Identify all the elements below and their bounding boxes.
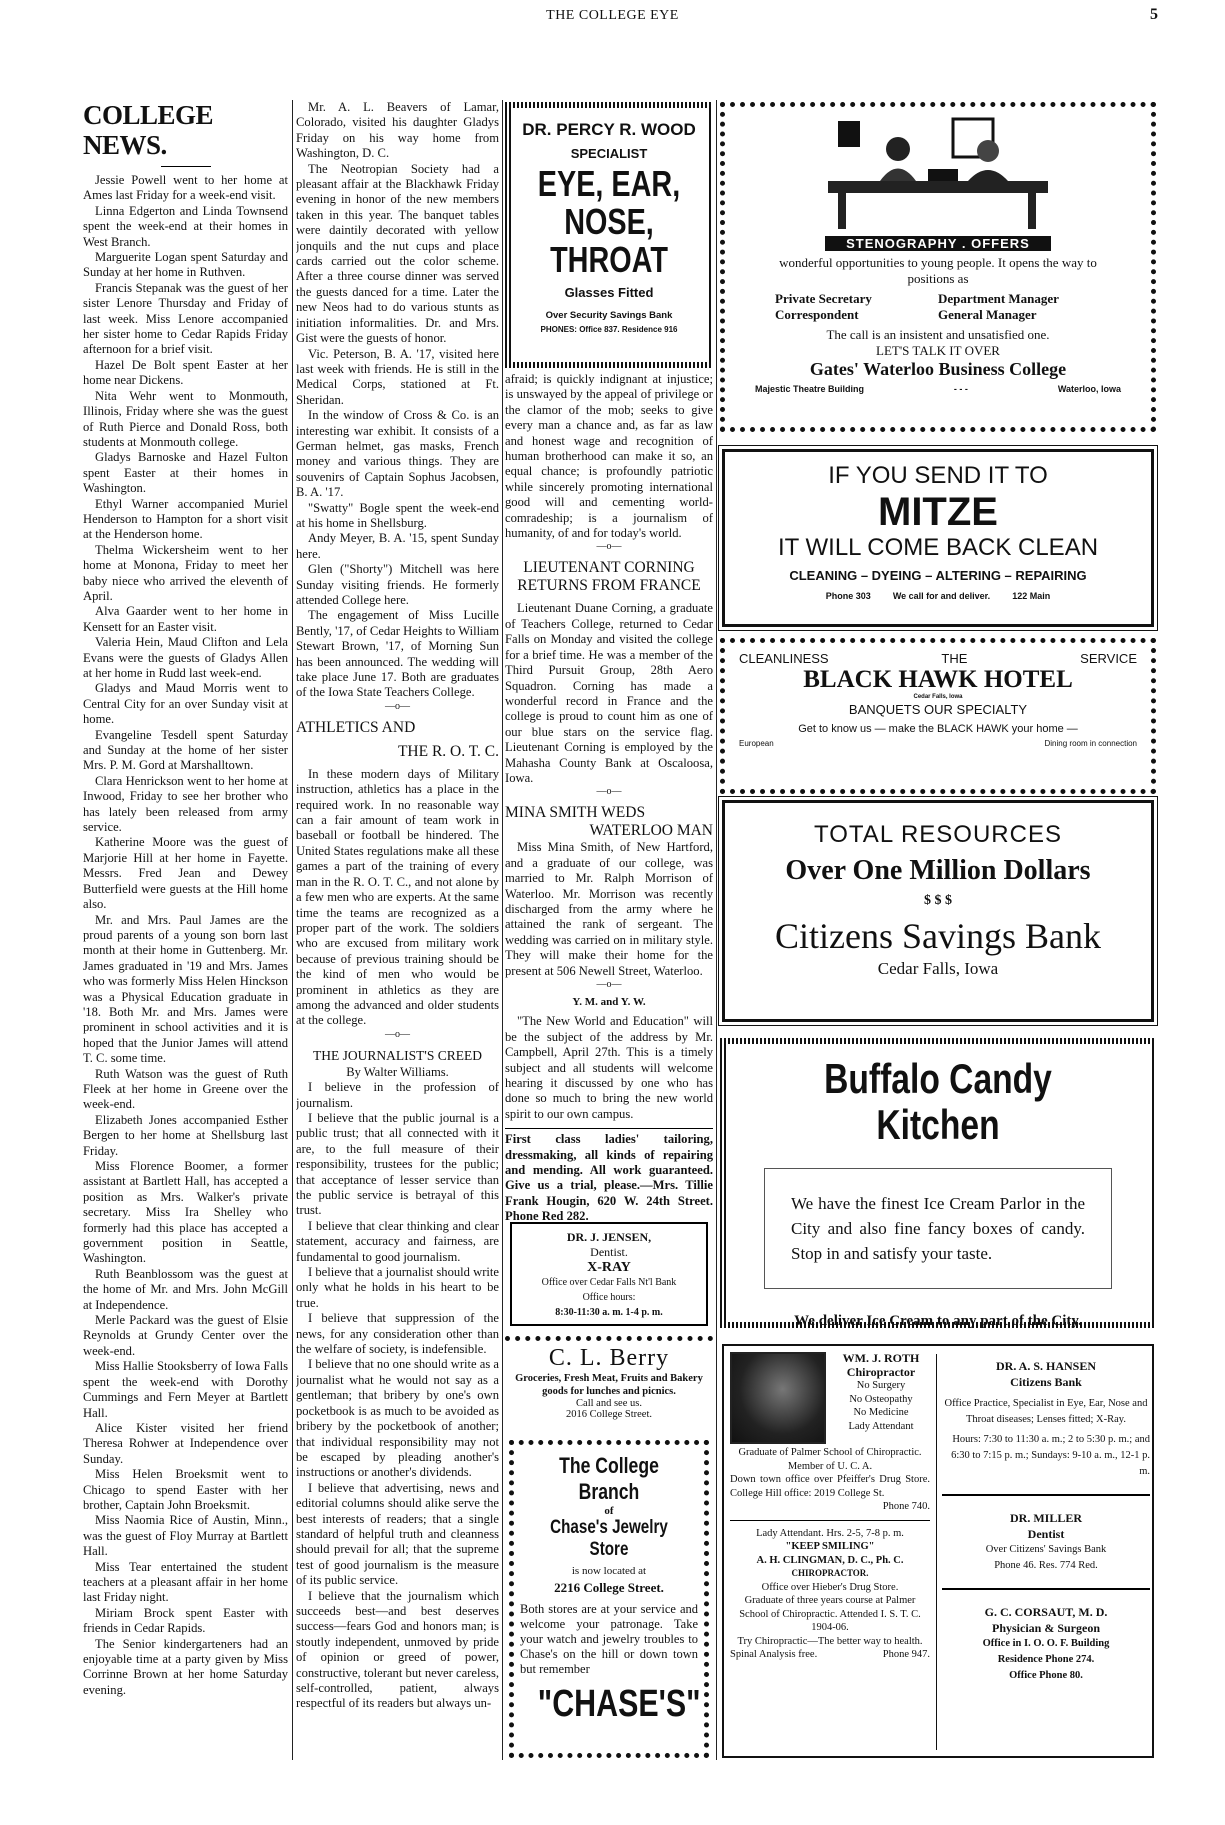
ad-line2: Call and see us. bbox=[576, 1398, 642, 1409]
ad-city: Cedar Falls, Iowa bbox=[877, 959, 999, 978]
ad-title: Physician & Surgeon bbox=[991, 1621, 1100, 1635]
news-item: Marguerite Logan spent Saturday and Sunday at her home in Ruthven. bbox=[83, 250, 288, 280]
news-item: Gladys and Maud Morris went to Central City for an over Sunday visit at home. bbox=[83, 681, 288, 727]
ad-phone: Phone 46. Res. 774 Red. bbox=[994, 1560, 1098, 1571]
professional-cards bbox=[722, 1344, 1154, 1758]
separator: —o— bbox=[596, 979, 622, 990]
ad-line1: Groceries, Fresh Meat, Fruits and Bakery goods for lunches and picnics. bbox=[515, 1373, 703, 1397]
ad-member: Member of U. C. A. bbox=[787, 1460, 873, 1472]
ad-deliver: We call for and deliver. bbox=[892, 591, 991, 601]
news-item: Merle Packard was the guest of Elsie Reynolds at Grundy Center over the week-end. bbox=[83, 1313, 288, 1358]
news-item: Glen ("Shorty") Mitchell was here Sunday visiting friends. He formerly attended College here. bbox=[296, 562, 499, 607]
ad-name: DR. A. S. HANSEN bbox=[995, 1359, 1097, 1373]
corning-heading: LIEUTENANT CORNING RETURNS FROM FRANCE bbox=[517, 559, 701, 595]
ad-talk: LET'S TALK IT OVER bbox=[876, 343, 1000, 358]
ad-footer bbox=[730, 1648, 930, 1662]
ad-total: TOTAL RESOURCES bbox=[814, 821, 1062, 848]
running-head: THE COLLEGE EYE bbox=[546, 8, 679, 23]
ad-line: No Medicine bbox=[853, 1407, 909, 1418]
ad-know: Get to know us — make the BLACK HAWK your home — bbox=[798, 723, 1078, 735]
column-2 bbox=[296, 100, 499, 1760]
ymyw-body: "The New World and Education" will be the subject of the address by Mr. Campbell, April 27th. This is a timely subject and all students will welcome hearing it discussed by one who has done so much to bring the new world spirit to our own campus. bbox=[505, 1014, 713, 1121]
creed-paragraph: I believe that a journalist should write only what he holds in his heart to be true. bbox=[296, 1265, 499, 1310]
ad-hours-label: Office hours: bbox=[582, 1292, 636, 1303]
ad-services: CLEANING – DYEING – ALTERING – REPAIRING bbox=[789, 568, 1087, 583]
separator: —o— bbox=[385, 1028, 410, 1040]
ad-spinal: Spinal Analysis free. bbox=[730, 1649, 818, 1660]
corning-body: Lieutenant Duane Corning, a graduate of Teachers College, returned to Cedar Falls on Monday and visited the college for a brief time. He was a member of the Third Pursuit Group, 28th Aero Squadron. Corning has made a wonderful record in France and the college is proud to count him as one of our blue stars on the service flag. Lieutenant Corning is employed by the Mahasha County Bank at Oscaloosa, Iowa. bbox=[505, 601, 713, 785]
ad-office: Over Citizens' Savings Bank bbox=[985, 1544, 1107, 1555]
creed-heading: THE JOURNALIST'S CREED bbox=[313, 1047, 482, 1063]
news-item: Clara Henrickson went to her home at Inwood, Friday to see her brother who has lately been released from army service. bbox=[83, 773, 288, 835]
ad-name: G. C. CORSAUT, M. D. bbox=[984, 1605, 1108, 1619]
news-item: Francis Stepanak was the guest of her sister Lenore Thursday and Friday of last week. Miss Lenore accompanied her sister home to Cedar Rapids Friday afternoon for a brief visit. bbox=[83, 280, 288, 357]
citizens-savings-bank-ad bbox=[722, 800, 1154, 1022]
ad-city: Cedar Falls, Iowa bbox=[913, 694, 963, 700]
ad-smile: "KEEP SMILING" bbox=[785, 1541, 875, 1552]
page-number: 5 bbox=[1150, 6, 1158, 23]
ad-city: Waterloo, Iowa bbox=[1057, 384, 1121, 394]
news-item: Miriam Brock spent Easter with friends in Cedar Rapids. bbox=[83, 1605, 288, 1636]
ad-name: A. H. CLINGMAN, D. C., Ph. C. bbox=[756, 1554, 904, 1566]
ad-grad: Graduate of three years course at Palmer School of Chiropractic. Attended I. S. T. C. 1904-06. bbox=[739, 1595, 921, 1633]
ad-name: Buffalo Candy Kitchen bbox=[824, 1055, 1052, 1148]
stenographer-illustration bbox=[818, 111, 1058, 231]
ad-left: CLEANLINESS bbox=[739, 651, 829, 666]
ad-college-name: Gates' Waterloo Business College bbox=[809, 359, 1067, 379]
news-item: Hazel De Bolt spent Easter at her home near Dickens. bbox=[83, 357, 288, 388]
ad-line: Lady Attendant bbox=[848, 1420, 914, 1432]
ad-amount: Over One Million Dollars bbox=[785, 855, 1091, 886]
ad-mid: THE bbox=[941, 651, 968, 666]
news-item: Miss Helen Broeksmit went to Chicago to spend Easter with her brother, Captain John Broeksmit. bbox=[83, 1467, 288, 1512]
mina-heading-2: WATERLOO MAN bbox=[589, 822, 713, 840]
news-item: Alva Gaarder went to her home in Kensett for an Easter visit. bbox=[83, 604, 288, 634]
mitze-ad bbox=[722, 449, 1154, 627]
column-rule bbox=[502, 100, 503, 1760]
ad-banner: STENOGRAPHY . OFFERS bbox=[825, 236, 1051, 251]
buffalo-candy-kitchen-ad bbox=[720, 1038, 1156, 1328]
chase-jewelry-ad bbox=[509, 1440, 709, 1758]
ad-name: DR. J. JENSEN, bbox=[566, 1230, 652, 1244]
news-item: The Neotropian Society had a pleasant affair at the Blackhawk Friday evening in honor of the new members taken in this year. The banquet tables were daintily decorated with yellow jonquils and the nut cups and place cards carried out the color scheme. After a three course dinner was served the guests danced for a time. Later the new Neos had to do various stunts as initiation informalities. Dr. and Mrs. Gist were the guests of honor. bbox=[296, 161, 499, 346]
ad-address: 122 Main bbox=[1012, 591, 1051, 601]
news-item: Ethyl Warner accompanied Muriel Henderson to Hampton for a short visit at the Henderson home. bbox=[83, 496, 288, 542]
divider bbox=[161, 166, 211, 167]
berry-ad bbox=[505, 1336, 713, 1438]
ad-bottom-line bbox=[739, 739, 1137, 748]
ad-of: of bbox=[604, 1505, 614, 1517]
ad-hotel-name: BLACK HAWK HOTEL bbox=[803, 666, 1073, 693]
black-hawk-hotel-ad bbox=[720, 638, 1156, 794]
ad-address bbox=[755, 384, 1121, 394]
ad-xray: X-RAY bbox=[587, 1260, 631, 1275]
creed-byline: By Walter Williams. bbox=[346, 1064, 449, 1079]
mina-heading: MINA SMITH WEDS bbox=[505, 804, 646, 822]
ad-top-line bbox=[739, 651, 1137, 666]
news-item: Ruth Watson was the guest of Ruth Fleek at her home in Greene over the week-end. bbox=[83, 1066, 288, 1112]
ad-european: European bbox=[739, 739, 774, 748]
position-list bbox=[775, 291, 1101, 323]
news-item: Mr. and Mrs. Paul James are the proud parents of a young son born last month at their home in Guttenberg. Mr. James graduated in '19 and Mrs. James who was formerly Miss Helen Hinckson was a Physical Education graduate in '18. Both Mr. and Mrs. James were prominent in school activities and it is hoped that the Junior James will attend T. C. some time. bbox=[83, 912, 288, 1066]
ad-hours: 8:30-11:30 a. m. 1-4 p. m. bbox=[555, 1307, 663, 1318]
ad-hours: Hours: 7:30 to 11:30 a. m.; 2 to 5:30 p. m.; and 6:30 to 7:15 p. m.; Sundays: 9-10 a. m., 12-1 p. m. bbox=[951, 1434, 1150, 1477]
ad-line3: 2016 College Street. bbox=[565, 1409, 653, 1420]
ad-office: Office in I. O. O. F. Building bbox=[982, 1638, 1110, 1649]
ad-dining: Dining room in connection bbox=[1044, 739, 1137, 748]
ad-phone: Phone 947. bbox=[882, 1649, 930, 1660]
separator: —o— bbox=[596, 541, 622, 553]
creed-body bbox=[296, 1080, 499, 1712]
ad-body: Both stores are at your service and welcome your patronage. Take your watch and jewelry troubles to Chase's on the hill or down town but remember bbox=[520, 1602, 698, 1676]
ad-bank-name: Citizens Savings Bank bbox=[775, 916, 1101, 956]
news-item: Valeria Hein, Maud Clifton and Lela Evans were the guests of Gladys Allen at her home in Rudd last week-end. bbox=[83, 635, 288, 680]
news-item: In the window of Cross & Co. is an interesting war exhibit. It consists of a German helmet, gas masks, French money and various things. They are souvenirs of Captain Sophus Jacobsen, B. A. '17. bbox=[296, 408, 499, 500]
ad-chase-name: "CHASE'S" bbox=[537, 1683, 701, 1725]
news-item: The Senior kindergarteners had an enjoyable time at a party given by Miss Corrinne Brown at her home Saturday evening. bbox=[83, 1636, 288, 1697]
athletics-heading-2: THE R. O. T. C. bbox=[397, 742, 499, 760]
ad-phone: Phone 303 bbox=[825, 591, 871, 601]
ad-name: DR. PERCY R. WOOD bbox=[522, 120, 696, 139]
ad-line: No Surgery bbox=[856, 1380, 906, 1391]
ad-office-phone: Office Phone 80. bbox=[1009, 1670, 1083, 1681]
position: Department Manager bbox=[938, 291, 1059, 306]
personal-items bbox=[296, 100, 499, 701]
ad-name: DR. MILLER bbox=[1009, 1511, 1082, 1525]
athletics-heading: ATHLETICS AND bbox=[296, 718, 416, 736]
position: General Manager bbox=[938, 307, 1037, 322]
jensen-ad bbox=[510, 1222, 708, 1326]
position: Private Secretary bbox=[775, 291, 872, 306]
ad-office: Office over Hieber's Drug Store. bbox=[761, 1581, 899, 1593]
creed-paragraph: I believe that the journalism which succeeds best—and best deserves success—fears God and honors man; is stoutly independent, unmoved by pride of opinion or greed of power, constructive, tolerant but never careless, self-controlled, patient, always respectful of its readers but always un- bbox=[296, 1588, 499, 1711]
ad-title: The College Branch bbox=[559, 1453, 659, 1504]
news-item: Elizabeth Jones accompanied Esther Bergen to her home at Shellsburg last Friday. bbox=[83, 1112, 288, 1158]
ad-office: Office over Cedar Falls Nt'l Bank bbox=[541, 1277, 677, 1288]
roth-heading bbox=[832, 1352, 930, 1444]
ad-name: WM. J. ROTH bbox=[842, 1351, 920, 1365]
ad-try: Try Chiropractic—The better way to health. bbox=[737, 1635, 923, 1647]
creed-continued: afraid; is quickly indignant at injustice; is unswayed by the appeal of privilege or the clamor of the mob; seeks to give every man a chance and, as far as law and honest wage and recognition of human brotherhood can make it so, an equal chance; is profoundly patriotic while sincerely promoting international good will and cementing world-comradeship; is a journalism of humanity, of and for today's world. bbox=[505, 372, 713, 541]
news-item: Linna Edgerton and Linda Townsend spent the week-end at their homes in West Branch. bbox=[83, 203, 288, 249]
ad-glasses: Glasses Fitted bbox=[564, 285, 654, 300]
ad-res-phone: Residence Phone 274. bbox=[997, 1654, 1095, 1665]
creed-paragraph: I believe that advertising, news and editorial columns should alike serve the best interests of readers; that a single standard of helpful truth and cleanness should prevail for all; that the supreme test of good journalism is the measure of its public service. bbox=[296, 1480, 499, 1588]
ad-eye-ear: EYE, EAR, bbox=[537, 163, 681, 204]
ad-located: is now located at bbox=[571, 1565, 647, 1577]
news-item: Gladys Barnoske and Hazel Fulton spent Easter at their homes in Washington. bbox=[83, 450, 288, 496]
ad-dashes: - - - bbox=[953, 384, 968, 394]
news-item: Miss Florence Boomer, a former assistant at Bartlett Hall, has accepted a position as Mrs. Walker's private secretary. Miss Ira Shelley who formerly had this place has accepted a government position in Seattle, Washington. bbox=[83, 1159, 288, 1266]
news-item: Katherine Moore was the guest of Marjorie Hill at her home in Fayette. Messrs. Fred Jean and Dewey Butterfield were guests at the Hill home also. bbox=[83, 835, 288, 912]
ad-body: We have the finest Ice Cream Parlor in the City and also fine fancy boxes of candy. Stop in and satisfy your taste. bbox=[764, 1168, 1112, 1289]
ad-store: Chase's Jewelry Store bbox=[550, 1517, 668, 1560]
mina-body: Miss Mina Smith, of New Hartford, and a graduate of our college, was married to Mr. Ralph Morrison of Waterloo. Mr. Morrison was recently discharged from the army where he attained the rank of sergeant. The wedding was carried on in military style. They will make their home for the present at 506 Newell Street, Waterloo. bbox=[505, 840, 713, 978]
creed-paragraph: I believe that suppression of the news, for any consideration other than the welfare of society, is indefensible. bbox=[296, 1311, 499, 1357]
news-item: Miss Hallie Stooksberry of Iowa Falls spent the week-end with Dorothy Cummings and Fern Meyer at Bartlett Hall. bbox=[83, 1359, 288, 1420]
ad-throat: THROAT bbox=[550, 239, 668, 280]
ad-title: CHIROPRACTOR. bbox=[791, 1568, 869, 1578]
news-item: Evangeline Tesdell spent Saturday and Sunday at the home of her sister Mrs. P. M. Gord at Marshalltown. bbox=[83, 727, 288, 773]
creed-paragraph: I believe in the profession of journalism. bbox=[296, 1080, 499, 1110]
ad-bank: Citizens Bank bbox=[1010, 1375, 1082, 1389]
ad-line1: IF YOU SEND IT TO bbox=[828, 462, 1048, 489]
news-item: The engagement of Miss Lucille Bently, '17, of Cedar Heights to William Stewart Brown, '17, of Morning Sun has been announced. The wedding will take place June 17. Both are graduates of the Iowa State Teachers College. bbox=[296, 608, 499, 700]
ad-line: No Osteopathy bbox=[849, 1393, 913, 1405]
ad-phones: PHONES: Office 837. Residence 916 bbox=[540, 325, 678, 334]
ad-intro: wonderful opportunities to young people. It opens the way to positions as bbox=[779, 255, 1097, 286]
ad-title: Dentist bbox=[1027, 1527, 1065, 1541]
percy-wood-ad bbox=[505, 102, 713, 368]
ad-practice: Office Practice, Specialist in Eye, Ear, Nose and Throat diseases; Lenses fitted; X-Ray. bbox=[944, 1398, 1148, 1425]
ad-building: Majestic Theatre Building bbox=[755, 384, 865, 394]
ad-title: SPECIALIST bbox=[570, 146, 648, 161]
roth-card bbox=[730, 1352, 930, 1662]
position: Correspondent bbox=[775, 307, 859, 322]
card-divider bbox=[936, 1354, 937, 1750]
ad-line2: IT WILL COME BACK CLEAN bbox=[777, 534, 1099, 561]
athletics-body: In these modern days of Military instruction, athletics has a place in the required work. In no reasonable way can a fair amount of team work in baseball or football be hindered. The United States regulations make all these games a part of the training of every man in the R. O. T. C., and not alone by a few men who are experts. At the same time the teams are recognized as a proper part of the work. The soldiers who are excused from military work because of previous training should be the kind of men who would be prominent in athletics as they are among the advanced and older students at the college. bbox=[296, 766, 499, 1028]
news-item: Miss Naomia Rice of Austin, Minn., was the guest of Floy Murray at Bartlett Hall. bbox=[83, 1513, 288, 1559]
column-rule bbox=[292, 100, 293, 1760]
ad-dollars: $ $ $ bbox=[924, 893, 952, 908]
ad-phone: Phone 740. bbox=[882, 1501, 930, 1512]
creed-paragraph: I believe that clear thinking and clear statement, accuracy and fairness, are fundamental to good journalism. bbox=[296, 1218, 499, 1264]
ad-mitze: MITZE bbox=[878, 490, 998, 534]
news-item: Thelma Wickersheim went to her home at Monona, Friday to meet her baby niece who arrived the eleventh of April. bbox=[83, 542, 288, 603]
news-item: Alice Kister visited her friend Theresa Rohwer at Independence over Sunday. bbox=[83, 1420, 288, 1466]
ad-call: The call is an insistent and unsatisfied one. bbox=[826, 327, 1050, 342]
ad-right: SERVICE bbox=[1080, 651, 1137, 666]
gates-business-college-ad bbox=[720, 102, 1156, 432]
hansen-card bbox=[942, 1358, 1150, 1684]
separator: —o— bbox=[596, 786, 622, 798]
ad-nose: NOSE, bbox=[564, 201, 654, 242]
ad-contact bbox=[731, 591, 1145, 601]
news-item: Vic. Peterson, B. A. '17, visited here last week with friends. He is still in the Medical Corps, stationed at Ft. Sheridan. bbox=[296, 346, 499, 407]
news-item: Jessie Powell went to her home at Ames last Friday for a week-end visit. bbox=[83, 173, 288, 203]
news-item: "Swatty" Bogle spent the week-end at his home in Shellsburg. bbox=[296, 500, 499, 530]
news-item: Miss Tear entertained the student teachers at a pleasant affair in her home last Friday night. bbox=[83, 1559, 288, 1605]
column-rule bbox=[716, 100, 717, 1760]
ad-title: Dentist. bbox=[590, 1245, 628, 1259]
news-item: Nita Wehr went to Monmouth, Illinois, Friday where she was the guest of Ruth Pierce and Donald Ross, both students at Monmouth college. bbox=[83, 388, 288, 449]
news-item: Mr. A. L. Beavers of Lamar, Colorado, visited his daughter Gladys Friday on his way home from Washington, D. C. bbox=[296, 100, 499, 161]
creed-paragraph: I believe that no one should write as a journalist what he would not say as a gentleman; that bribery by one's own pocketbook is as much to be avoided as bribery by the pocketbook of another; that individual responsibility may not be escaped by pleading another's instructions or another's dividends. bbox=[296, 1357, 499, 1480]
creed-paragraph: I believe that the public journal is a public trust; that all connected with it are, to the full measure of their responsibility, trustees for the public; that acceptance of lesser service than the public service is betrayal of this trust. bbox=[296, 1110, 499, 1218]
ad-office: Down town office over Pfeiffer's Drug Store. College Hill office: 2019 College St. bbox=[730, 1474, 930, 1499]
ad-office: Over Security Savings Bank bbox=[545, 310, 673, 321]
news-item: Andy Meyer, B. A. '15, spent Sunday here. bbox=[296, 531, 499, 561]
roth-portrait bbox=[730, 1352, 826, 1444]
ad-banquets: BANQUETS OUR SPECIALTY bbox=[848, 702, 1028, 717]
news-item: Ruth Beanblossom was the guest at the home of Mr. and Mrs. John McGill at Independence. bbox=[83, 1266, 288, 1312]
tailoring-ad: First class ladies' tailoring, dressmaking, all kinds of repairing and mending. All work guaranteed. Give us a trial, please.—Mrs. Tillie Frank Hougin, 620 W. 24th Street. Phone Red 282. bbox=[505, 1132, 713, 1224]
college-news-column bbox=[83, 100, 288, 1760]
ad-title: Chiropractor bbox=[846, 1364, 916, 1379]
ad-address: 2216 College Street. bbox=[554, 1580, 664, 1595]
college-news-heading: COLLEGE NEWS. bbox=[83, 100, 214, 160]
ad-grad: Graduate of Palmer School of Chiropractic. bbox=[738, 1447, 922, 1458]
ad-deliver: We deliver Ice Cream to any part of the City. bbox=[794, 1313, 1082, 1329]
separator: —o— bbox=[385, 700, 410, 712]
ad-hours: Lady Attendant. Hrs. 2-5, 7-8 p. m. bbox=[756, 1527, 904, 1539]
ymyw-heading: Y. M. and Y. W. bbox=[572, 996, 646, 1008]
ad-name: C. L. Berry bbox=[548, 1345, 670, 1371]
college-news-items bbox=[83, 173, 288, 1698]
